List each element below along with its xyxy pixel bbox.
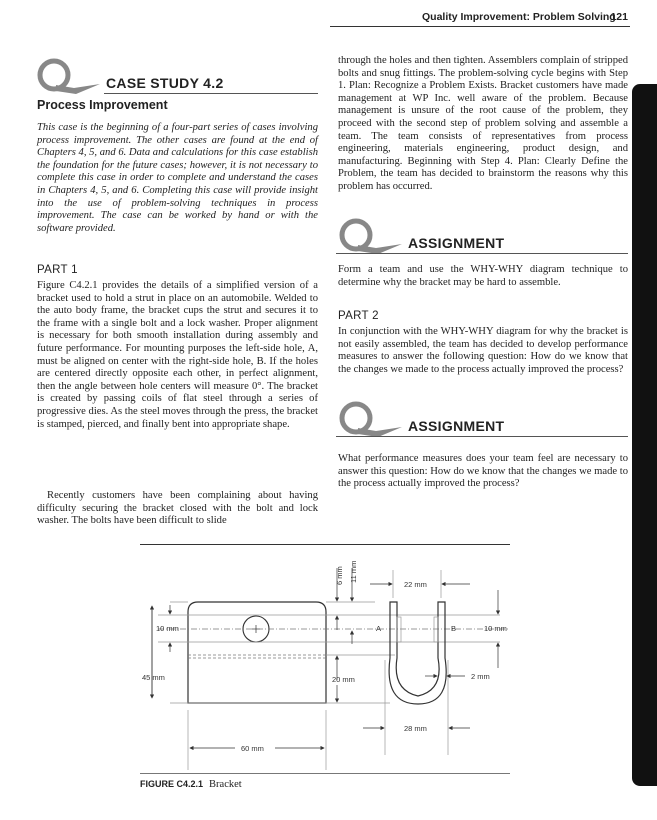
section-subtitle: Process Improvement (37, 98, 168, 112)
figure-bottom-rule (140, 773, 510, 774)
bracket-drawing (130, 540, 530, 775)
part2-paragraph: In conjunction with the WHY-WHY diagram for why the bracket is not easily assembled, the team has decided to develop performance measures to answer the following question: How do we know that the changes we made to the process actually improved the process? (338, 326, 628, 375)
assignment-title: ASSIGNMENT (408, 235, 505, 251)
dim-10mm-right: 10 mm (484, 624, 507, 633)
dim-22mm: 22 mm (404, 580, 427, 589)
assignment-2-text: What performance measures does your team feel are necessary to answer this question: How do we know that the changes we made to the process actually improved the process? (338, 453, 628, 490)
figure-caption (140, 779, 242, 790)
dim-28mm: 28 mm (404, 724, 427, 733)
case-study-heading (34, 58, 318, 94)
assignment-heading-1 (336, 218, 628, 254)
assignment-heading-2 (336, 401, 628, 437)
q-logo-icon (336, 218, 406, 254)
dim-45mm: 45 mm (142, 673, 165, 682)
part1-paragraph-1: Figure C4.2.1 provides the details of a simplified version of a bracket used to hold a strut in place on an automobile. Welded to the auto body frame, the bracket cups the strut and secures it to the frame with a single bolt and a lock washer. Proper alignment is necessary for both smooth installation during assembly and future performance. For mounting purposes the left-side hole, A, must be aligned on center with the right-side hole, B. If the holes are centered directly opposite each other, in perfect alignment, then the angle between hole centers will measure 0°. The bracket is created by passing coils of flat steel through a series of progressive dies. As the steel moves through the press, the bracket is stamped, pierced, and finally bent into appropriate shape. (37, 280, 318, 430)
running-header-title: Quality Improvement: Problem Solving (422, 11, 616, 23)
q-logo-icon (336, 401, 406, 437)
intro-paragraph: This case is the beginning of a four-part series of cases involving process improvement. The other cases are found at the end of Chapters 4, 5, and 6. Data and calculations for this case establish the foundation for the future cases; however, it is not necessary to complete this case in order to complete and understand the cases in Chapters 4, 5, and 6. Completing this case will provide insight into the use of problem-solving techniques in process improvement. The case can be worked by hand or with the software provided. (37, 122, 318, 234)
heading-rule (104, 93, 318, 94)
dim-20mm: 20 mm (332, 675, 355, 684)
dim-2mm: 2 mm (471, 672, 490, 681)
running-header (330, 8, 630, 27)
q-logo-icon (34, 58, 104, 94)
bracket-flat-view (188, 602, 326, 703)
figure-label: FIGURE C4.2.1 (140, 779, 204, 789)
dim-10mm-left: 10 mm (156, 624, 179, 633)
part1-paragraph-3: through the holes and then tighten. Assemblers complain of stripped bolts and snug fittings. The problem-solving cycle begins with Step 1. Plan: Recognize a Problem Exists. Bracket customers have made management at WP Inc. well aware of the problem. Because management is unsure of the root cause of the problem, they proceed with the second step of problem solving and assemble a team. The team consists of representatives from process engineering, materials engineering, product design, and manufacturing. Beginning with Step 4. Plan: Clearly Define the Problem, the team has decided to brainstorm the reasons why this problem has occurred. (338, 55, 628, 192)
heading-rule (336, 253, 628, 254)
hole-b-label: B (451, 624, 457, 633)
figure-caption-text: Bracket (209, 779, 242, 790)
part1-heading: PART 1 (37, 264, 78, 276)
dim-60mm: 60 mm (241, 744, 264, 753)
dim-11mm: 11 mm (349, 560, 358, 583)
page-number: 121 (610, 11, 628, 23)
assignment-title: ASSIGNMENT (408, 418, 505, 434)
dim-6mm: 6 mm (335, 566, 344, 585)
chapter-thumb-tab (632, 84, 657, 786)
case-study-title: CASE STUDY 4.2 (106, 75, 224, 91)
part2-heading: PART 2 (338, 310, 379, 322)
hole-a-label: A (376, 624, 382, 633)
assignment-1-text: Form a team and use the WHY-WHY diagram technique to determine why the bracket may be hard to assemble. (338, 264, 628, 288)
heading-rule (336, 436, 628, 437)
part1-paragraph-2: Recently customers have been complaining about having difficulty securing the bracket closed with the bolt and lock washer. The bolts have been difficult to slide (37, 490, 318, 527)
